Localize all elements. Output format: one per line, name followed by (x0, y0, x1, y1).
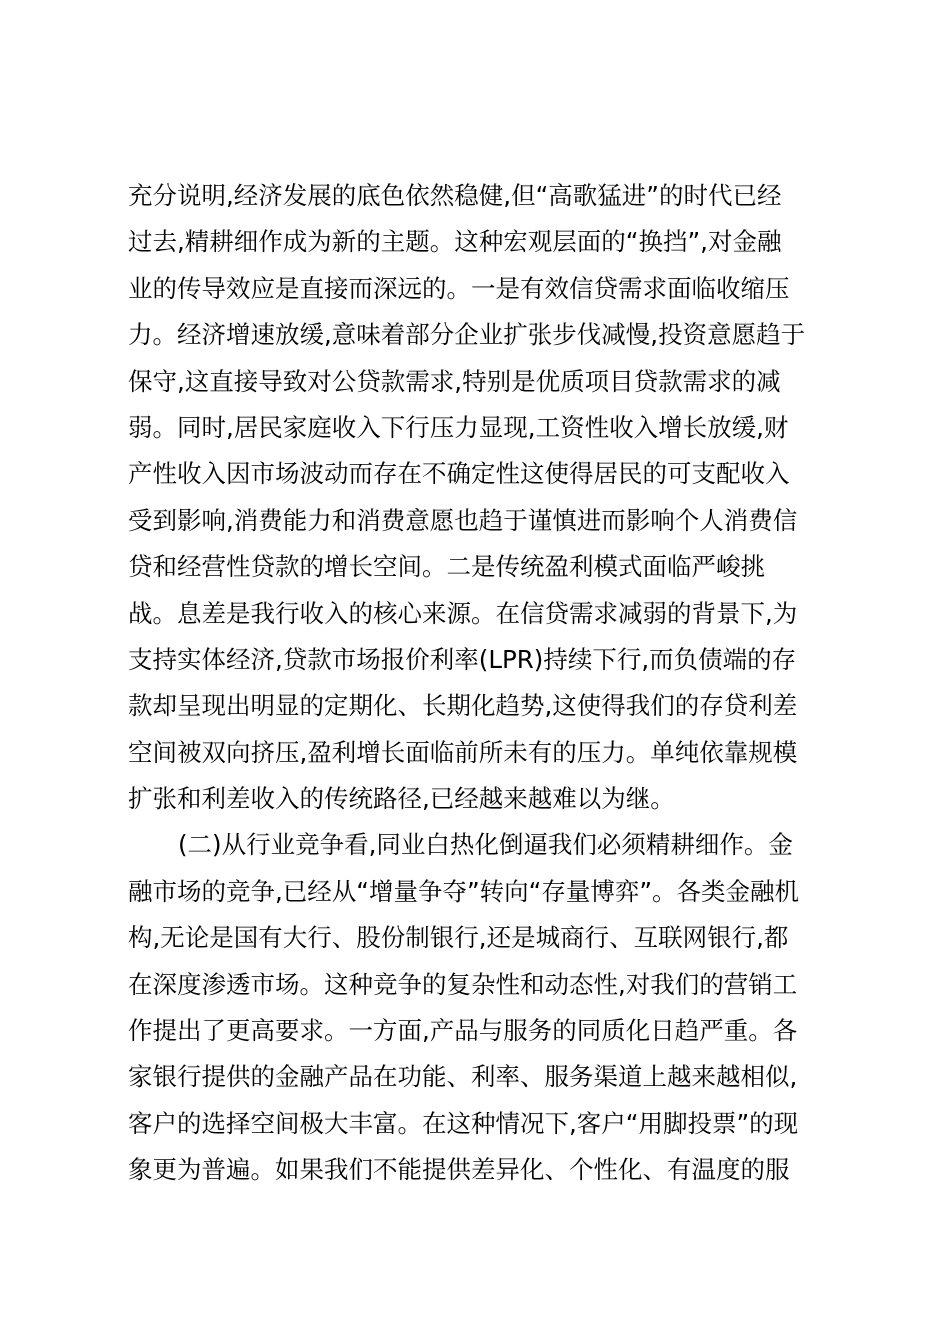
text-line: 家银行提供的金融产品在功能、利率、服务渠道上越来越相似, (128, 1062, 798, 1092)
text-line: 战。息差是我行收入的核心来源。在信贷需求减弱的背景下,为 (128, 598, 798, 628)
text-line: 构,无论是国有大行、股份制银行,还是城商行、互联网银行,都 (128, 923, 789, 953)
text-line: 业的传导效应是直接而深远的。一是有效信贷需求面临收缩压 (128, 273, 790, 303)
text-line: 客户的选择空间极大丰富。在这种情况下,客户“用脚投票”的现 (128, 1108, 799, 1138)
text-line: 保守,这直接导致对公贷款需求,特别是优质项目贷款需求的减 (128, 366, 781, 396)
text-line: 力。经济增速放缓,意味着部分企业扩张步伐减慢,投资意愿趋于 (128, 320, 806, 350)
text-line: 支持实体经济,贷款市场报价利率(LPR)持续下行,而负债端的存 (128, 644, 797, 674)
text-line: 贷和经营性贷款的增长空间。二是传统盈利模式面临严峻挑 (128, 552, 765, 582)
text-line: 空间被双向挤压,盈利增长面临前所未有的压力。单纯依靠规模 (128, 737, 798, 767)
text-line: 在深度渗透市场。这种竞争的复杂性和动态性,对我们的营销工 (128, 969, 798, 999)
body-text (128, 173, 848, 1194)
text-line: 过去,精耕细作成为新的主题。这种宏观层面的“换挡”,对金融 (128, 227, 782, 257)
text-line: 产性收入因市场波动而存在不确定性这使得居民的可支配收入 (128, 459, 790, 489)
text-line: 作提出了更高要求。一方面,产品与服务的同质化日趋严重。各 (128, 1016, 798, 1046)
text-line: 款却呈现出明显的定期化、长期化趋势,这使得我们的存贷利差 (128, 691, 798, 721)
text-line: 融市场的竞争,已经从“增量争夺”转向“存量博弈”。各类金融机 (128, 876, 800, 906)
text-line: 扩张和利差收入的传统路径,已经越来越难以为继。 (128, 784, 675, 814)
text-line: 弱。同时,居民家庭收入下行压力显现,工资性收入增长放缓,财 (128, 412, 789, 442)
text-line: 受到影响,消费能力和消费意愿也趋于谨慎进而影响个人消费信 (128, 505, 798, 535)
text-line: 象更为普遍。如果我们不能提供差异化、个性化、有温度的服 (128, 1155, 790, 1185)
section-heading-line: (二)从行业竞争看,同业白热化倒逼我们必须精耕细作。金 (178, 830, 793, 860)
text-line: 充分说明,经济发展的底色依然稳健,但“高歌猛进”的时代已经 (128, 181, 782, 210)
